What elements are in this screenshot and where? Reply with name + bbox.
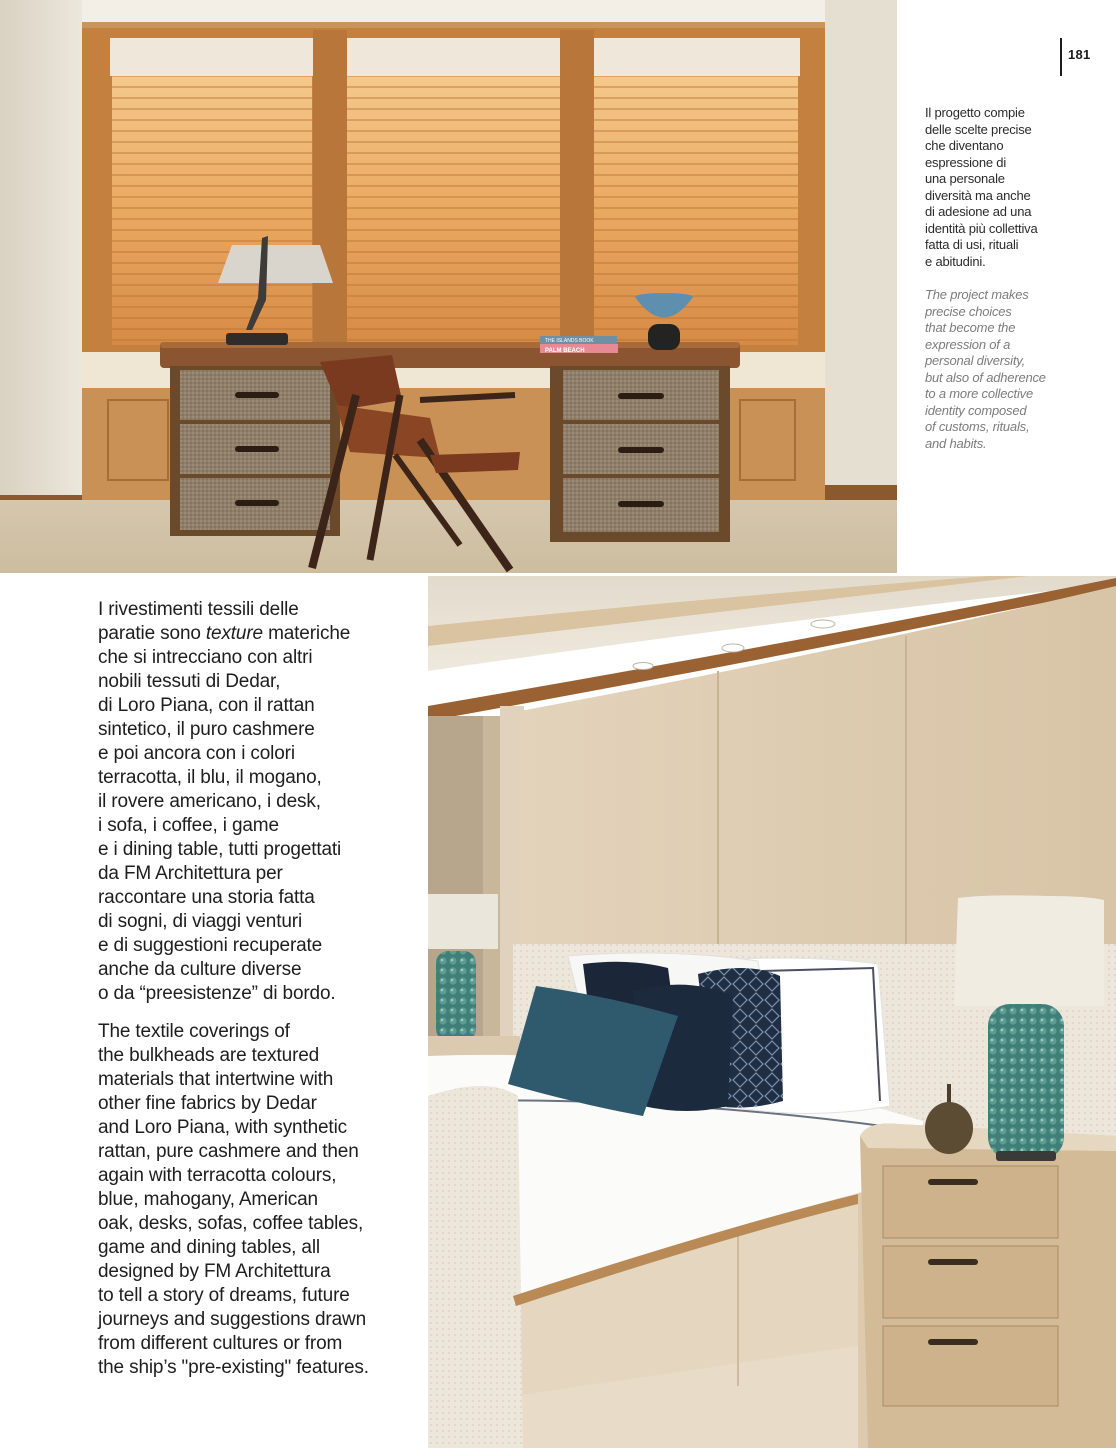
body-text-italian [98,598,418,1006]
book-title-2: PALM BEACH [545,348,585,354]
nightstand [860,1124,1116,1448]
caption-english: The project makes precise choices that become the expression of a personal diversity, but also of adherence to a more collective identity composed of customs, rituals, and habits. [925,287,1046,451]
body-text-english: The textile coverings of the bulkheads are textured materials that intertwine with other fine fabrics by Dedar and Loro Piana, with synthetic rattan, pure cashmere and then again with terracotta colours, blue, mahogany, American oak, desks, sofas, coffee tables, game and dining tables, all designed by FM Architettura to tell a story of dreams, future journeys and suggestions drawn from different cultures or from the ship’s "pre-existing" features. [98,1021,369,1378]
desk-left-drawers [170,366,340,536]
book-stack [540,336,618,354]
caption-italian: Il progetto compie delle scelte precise che diventano espressione di una personale diversità ma anche di adesione ad una identità più collettiva fatta di usi, rituali e abitudini. [925,105,1038,269]
desk-right-drawers [550,366,730,542]
page-number: 181 [1068,47,1091,62]
left-wall [0,0,82,573]
bed [428,1055,923,1448]
carpet-floor [0,500,897,573]
window-blinds [110,38,800,345]
book-title-1: THE ISLANDS BOOK [545,338,594,344]
photo-study-desk [0,0,897,573]
photo-bedroom [428,576,1116,1448]
body-italian-part-2: materiche che si intrecciano con altri nobili tessuti di Dedar, di Loro Piana, con il rattan sintetico, il puro cashmere e poi ancora con i colori terracotta, il blu, il mogano, il rovere americano, i desk, i sofa, i coffee, i game e i dining table, tutti progettati da FM Architettura per raccontare una storia fatta di sogni, di viaggi venturi e di suggestioni recuperate anche da culture diverse o da “preesistenze” di bordo. [98,623,351,1004]
body-italian-part-1: I rivestimenti tessili delle paratie sono [98,599,299,644]
body-italian-emphasis: texture [205,623,263,644]
page-number-rule [1060,38,1062,76]
